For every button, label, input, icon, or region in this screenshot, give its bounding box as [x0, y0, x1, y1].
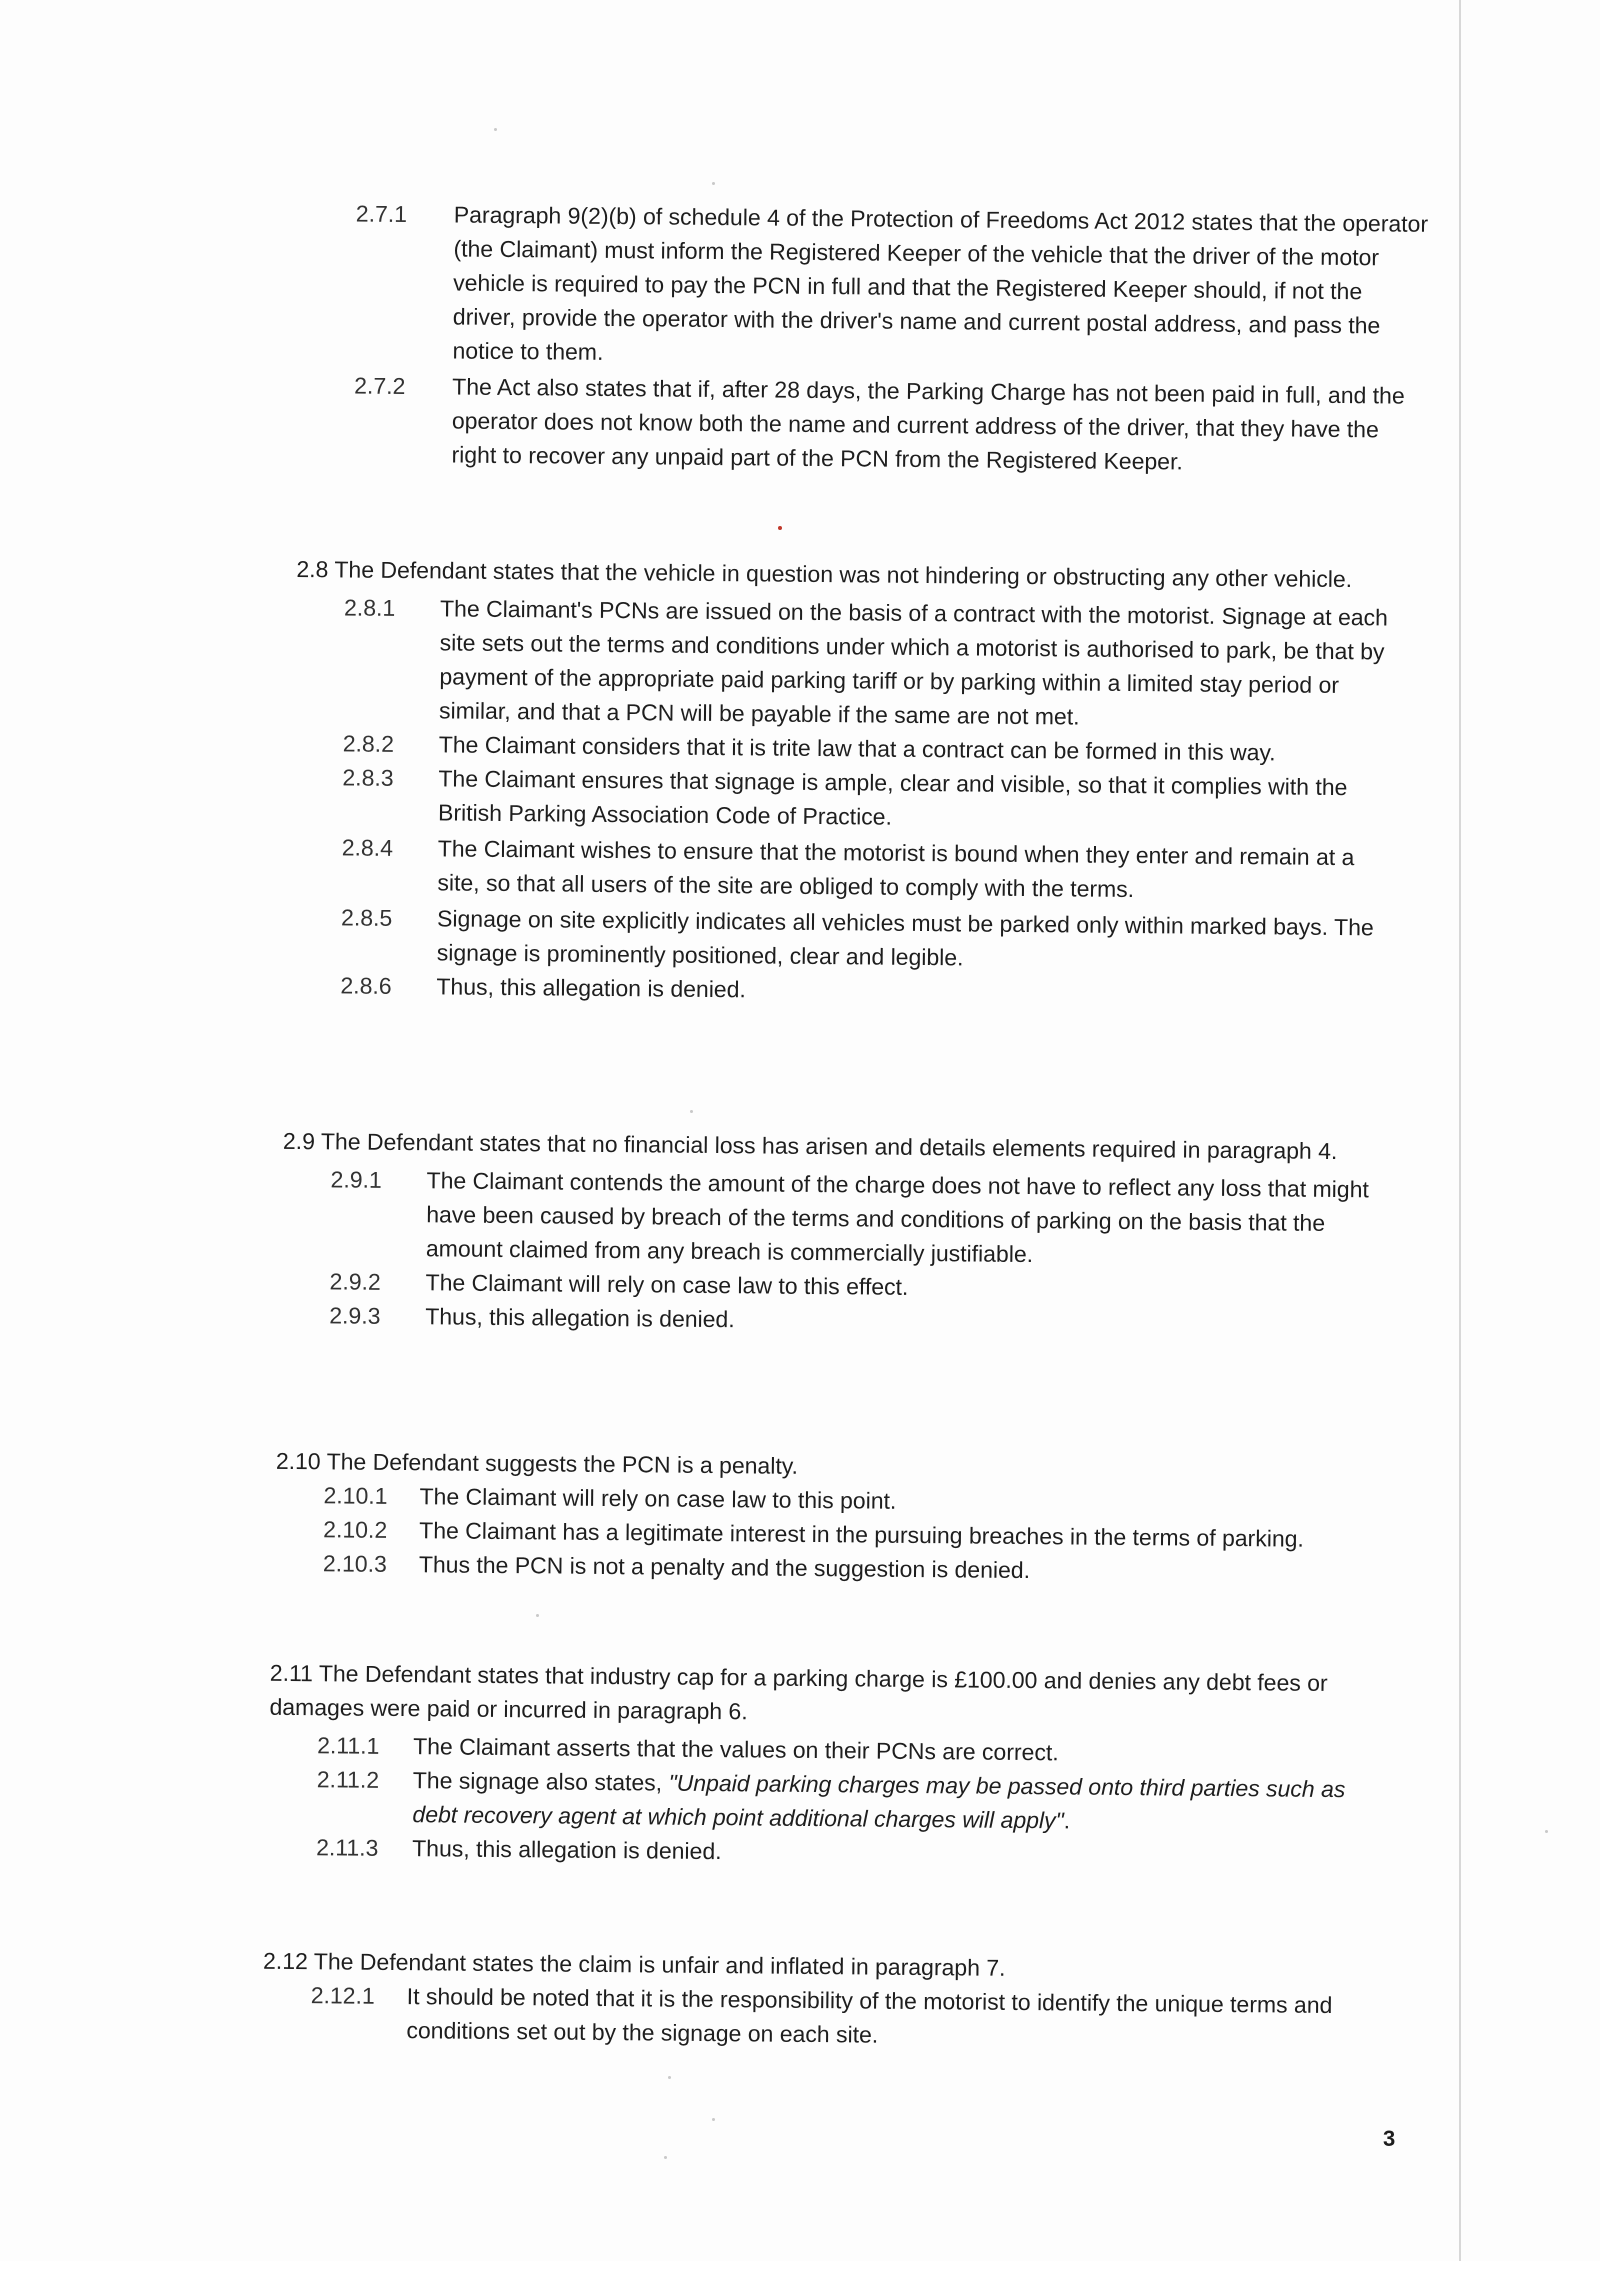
section-2-12 [262, 1944, 1371, 2057]
section-heading-text: The Defendant states the claim is unfair and inflated in paragraph 7. [313, 1948, 1006, 1981]
section-number: 2.9 [282, 1127, 316, 1155]
clause-text: The Claimant will rely on case law to this point. [419, 1483, 897, 1514]
clause-text: Thus the PCN is not a penalty and the suggestion is denied. [418, 1551, 1031, 1584]
clause-2-8-4 [341, 830, 1386, 908]
clause-number: 2.7.1 [355, 200, 408, 228]
clause-text [412, 1763, 1373, 1840]
section-heading-text: The Defendant suggests the PCN is a penalty. [326, 1448, 799, 1479]
section-2-10 [275, 1444, 1376, 1591]
clause-number: 2.9.3 [329, 1302, 381, 1329]
clause-number: 2.8.4 [341, 834, 394, 861]
clause-number: 2.7.2 [354, 372, 406, 400]
clause-number: 2.11.3 [316, 1834, 379, 1861]
clause-text: The Claimant considers that it is trite law that a contract can be formed in this way. [438, 731, 1276, 766]
clause-text: The Claimant wishes to ensure that the motorist is bound when they enter and remain at a site, so that all users of the site are obliged to comply with the terms. [437, 835, 1355, 903]
clause-number: 2.8.1 [343, 594, 396, 621]
clause-text: Paragraph 9(2)(b) of schedule 4 of the Protection of Freedoms Act 2012 states that the operator (the Claimant) must inform the Registered Keeper of the vehicle that the driver of the motor vehicle is required to pay the PCN in full and that the Registered Keeper should, if not the driver, provide the operator with the driver's name and current postal address, and pass the notice to them. [452, 201, 1429, 365]
section-2-8 [292, 552, 1388, 1012]
clause-number: 2.9.1 [330, 1166, 382, 1193]
signage-quote: "Unpaid parking charges may be passed onto third parties such as debt recovery agent at which point additional charges will apply" [412, 1769, 1346, 1834]
scan-speck [494, 128, 497, 131]
clause-2-11-2 [316, 1762, 1373, 1840]
clause-text: The Claimant asserts that the values on their PCNs are correct. [413, 1733, 1059, 1766]
section-number: 2.8 [296, 555, 329, 583]
clause-number: 2.8.5 [340, 904, 393, 931]
clause-number: 2.10.3 [322, 1550, 387, 1577]
section-heading-text: The Defendant states that industry cap for a parking charge is £100.00 and denies any debt fees or damages were paid or incurred in paragraph 6. [269, 1660, 1328, 1725]
section-number: 2.10 [275, 1447, 321, 1475]
scan-speck [668, 2076, 671, 2079]
section-number: 2.11 [269, 1659, 314, 1687]
clause-number: 2.11.1 [317, 1732, 380, 1759]
section-heading [296, 552, 1388, 596]
clause-number: 2.12.1 [310, 1982, 375, 2009]
clause-2-12-1 [310, 1978, 1371, 2056]
clause-number: 2.8.2 [342, 730, 395, 757]
section-2-11 [268, 1656, 1374, 1875]
clause-2-9-1 [330, 1162, 1383, 1274]
scan-speck [778, 526, 782, 530]
clause-text: Thus, this allegation is denied. [436, 973, 746, 1003]
scan-speck [1545, 1830, 1548, 1833]
section-heading [283, 1124, 1383, 1169]
clause-number: 2.10.1 [323, 1482, 388, 1509]
section-heading [269, 1656, 1374, 1735]
clause-text: Thus, this allegation is denied. [412, 1835, 722, 1865]
clause-number: 2.9.2 [329, 1268, 381, 1295]
section-heading-text: The Defendant states that the vehicle in question was not hindering or obstructing any other vehicle. [334, 556, 1353, 593]
clause-text: The Claimant's PCNs are issued on the basis of a contract with the motorist. Signage at each site sets out the terms and conditions under which a motorist is authorised to park, be that by payment of the appropriate paid parking tariff or by parking within a limited stay period or similar, and that a PCN will be payable if the same are not met. [438, 595, 1389, 730]
scan-speck [712, 182, 715, 185]
clause-number: 2.8.6 [340, 972, 392, 999]
clause-2-7-2 [353, 369, 1429, 481]
clause-text-lead: The signage also states, [412, 1767, 669, 1796]
clause-text: Thus, this allegation is denied. [425, 1303, 735, 1333]
scan-speck [664, 2156, 667, 2159]
clause-number: 2.8.3 [342, 764, 394, 791]
clause-number: 2.10.2 [323, 1516, 388, 1543]
section-2-9 [281, 1124, 1383, 1343]
clause-text: The Claimant ensures that signage is ample, clear and visible, so that it complies with the British Parking Association Code of Practice. [438, 765, 1348, 830]
clause-2-8-5 [341, 900, 1386, 978]
clause-text: The Act also states that if, after 28 days, the Parking Charge has not been paid in full, and the operator does not know both the name and current address of the driver, that they have the right to recover any unpaid part of the PCN from the Registered Keeper. [451, 373, 1405, 475]
clause-2-7-1 [354, 197, 1431, 377]
clause-text-tail: . [1063, 1807, 1071, 1834]
clause-text: It should be noted that it is the responsibility of the motorist to identify the unique terms and conditions set out by the signage on each site. [406, 1983, 1333, 2048]
clause-2-8-3 [342, 760, 1387, 838]
clause-text: The Claimant has a legitimate interest in the pursuing breaches in the terms of parking. [419, 1517, 1305, 1552]
scan-speck [712, 2118, 715, 2121]
page-number: 3 [1383, 2126, 1396, 2151]
clause-text: The Claimant will rely on case law to this effect. [425, 1269, 909, 1300]
section-2-7 [353, 197, 1431, 481]
clause-text: Signage on site explicitly indicates all vehicles must be parked only within marked bays. The signage is prominently positioned, clear and legible. [436, 905, 1374, 971]
scan-speck [690, 1110, 693, 1113]
section-number: 2.12 [262, 1947, 308, 1975]
section-heading-text: The Defendant states that no financial loss has arisen and details elements required in paragraph 4. [320, 1128, 1338, 1165]
scan-speck [536, 1614, 539, 1617]
clause-number: 2.11.2 [316, 1766, 380, 1793]
clause-2-8-1 [343, 590, 1388, 736]
clause-text: The Claimant contends the amount of the charge does not have to reflect any loss that might have been caused by breach of the terms and conditions of parking on the basis that the amount claimed from any breach is commercially justifiable. [425, 1167, 1369, 1268]
